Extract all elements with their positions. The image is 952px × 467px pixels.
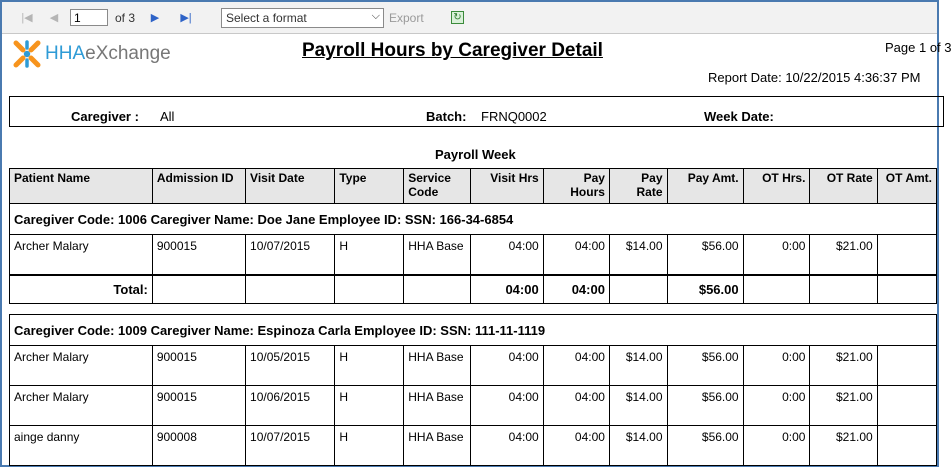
table-row — [10, 346, 937, 386]
next-page-icon[interactable]: ▶ — [150, 11, 160, 24]
logo-x-icon — [12, 39, 42, 69]
caregiver-group-heading — [10, 204, 937, 235]
column-header: OT Amt. — [877, 169, 936, 204]
pay-hours-cell: 04:00 — [543, 346, 609, 386]
column-header: Type — [335, 169, 404, 204]
visit-date-cell: 10/06/2015 — [246, 386, 335, 426]
export-format-value: Select a format — [226, 11, 307, 25]
caregiver-filter-label: Caregiver : — [71, 109, 139, 124]
ot-rate-cell: $21.00 — [810, 346, 877, 386]
pay-hours-cell: 04:00 — [543, 235, 609, 276]
ot-amt-cell — [877, 386, 936, 426]
logo-suffix: eXchange — [85, 43, 171, 64]
column-header: Pay Rate — [609, 169, 667, 204]
hhaexchange-logo — [12, 39, 171, 69]
visit-hrs-cell: 04:00 — [470, 386, 543, 426]
export-format-select[interactable] — [221, 8, 384, 28]
logo-wordmark — [45, 43, 171, 65]
ot-hrs-cell: 0:00 — [743, 386, 810, 426]
group-spacer — [10, 304, 937, 315]
report-title: Payroll Hours by Caregiver Detail — [302, 40, 603, 61]
column-header: Patient Name — [10, 169, 153, 204]
pay-hours-cell: 04:00 — [543, 386, 609, 426]
total-empty-cell — [743, 275, 810, 304]
spacer-cell — [10, 304, 937, 315]
total-empty-cell — [877, 275, 936, 304]
visit-date-cell: 10/05/2015 — [246, 346, 335, 386]
ot-amt-cell — [877, 346, 936, 386]
service-code-cell: HHA Base — [404, 426, 471, 466]
total-empty-cell — [335, 275, 404, 304]
table-row — [10, 235, 937, 276]
total-pay-hours: 04:00 — [543, 275, 609, 304]
payroll-table-wrap — [9, 168, 937, 466]
visit-date-cell: 10/07/2015 — [246, 426, 335, 466]
patient-name-cell: Archer Malary — [10, 346, 153, 386]
type-cell: H — [335, 346, 404, 386]
total-empty-cell — [246, 275, 335, 304]
patient-name-cell: Archer Malary — [10, 235, 153, 276]
total-visit-hrs: 04:00 — [470, 275, 543, 304]
ot-amt-cell — [877, 235, 936, 276]
report-filters — [9, 96, 944, 127]
admission-id-cell: 900015 — [152, 386, 245, 426]
type-cell: H — [335, 386, 404, 426]
caregiver-group-label: Caregiver Code: 1009 Caregiver Name: Espinoza Carla Employee ID: SSN: 111-11-1119 — [10, 315, 937, 346]
type-cell: H — [335, 426, 404, 466]
batch-filter-label: Batch: — [426, 109, 467, 124]
payroll-week-heading: Payroll Week — [435, 147, 516, 162]
report-toolbar — [2, 2, 937, 34]
table-header-row — [10, 169, 937, 204]
previous-page-icon[interactable]: ◀ — [49, 11, 59, 24]
table-row — [10, 426, 937, 466]
column-header: OT Hrs. — [743, 169, 810, 204]
ot-hrs-cell: 0:00 — [743, 235, 810, 276]
admission-id-cell: 900008 — [152, 426, 245, 466]
total-row — [10, 275, 937, 304]
payroll-table — [9, 168, 937, 466]
patient-name-cell: ainge danny — [10, 426, 153, 466]
batch-filter-value: FRNQ0002 — [481, 109, 547, 124]
column-header: Admission ID — [152, 169, 245, 204]
total-pay-amt: $56.00 — [667, 275, 743, 304]
pay-rate-cell: $14.00 — [609, 386, 667, 426]
pay-rate-cell: $14.00 — [609, 235, 667, 276]
ot-rate-cell: $21.00 — [810, 235, 877, 276]
visit-date-cell: 10/07/2015 — [246, 235, 335, 276]
ot-rate-cell: $21.00 — [810, 386, 877, 426]
logo-prefix: HHA — [45, 43, 86, 64]
week-date-filter-label: Week Date: — [704, 109, 774, 124]
visit-hrs-cell: 04:00 — [470, 346, 543, 386]
service-code-cell: HHA Base — [404, 346, 471, 386]
column-header: Service Code — [404, 169, 471, 204]
pay-amt-cell: $56.00 — [667, 346, 743, 386]
page-number-input[interactable] — [70, 9, 108, 26]
pay-rate-cell: $14.00 — [609, 346, 667, 386]
admission-id-cell: 900015 — [152, 235, 245, 276]
pay-amt-cell: $56.00 — [667, 386, 743, 426]
column-header: Pay Hours — [543, 169, 609, 204]
ot-hrs-cell: 0:00 — [743, 346, 810, 386]
service-code-cell: HHA Base — [404, 235, 471, 276]
page-count-label: of 3 — [115, 11, 136, 25]
pay-hours-cell: 04:00 — [543, 426, 609, 466]
caregiver-group-label: Caregiver Code: 1006 Caregiver Name: Doe Jane Employee ID: SSN: 166-34-6854 — [10, 204, 937, 235]
type-cell: H — [335, 235, 404, 276]
total-empty-cell — [810, 275, 877, 304]
service-code-cell: HHA Base — [404, 386, 471, 426]
visit-hrs-cell: 04:00 — [470, 235, 543, 276]
column-header: Pay Amt. — [667, 169, 743, 204]
chevron-down-icon: ⌵ — [371, 10, 380, 22]
export-button[interactable]: Export — [389, 11, 424, 25]
total-empty-cell — [152, 275, 245, 304]
total-label: Total: — [10, 275, 153, 304]
report-date: Report Date: 10/22/2015 4:36:37 PM — [708, 70, 921, 85]
pay-amt-cell: $56.00 — [667, 426, 743, 466]
patient-name-cell: Archer Malary — [10, 386, 153, 426]
pay-amt-cell: $56.00 — [667, 235, 743, 276]
caregiver-group-heading — [10, 315, 937, 346]
refresh-icon[interactable]: ↻ — [451, 11, 464, 24]
caregiver-filter-value: All — [160, 109, 175, 124]
pay-rate-cell: $14.00 — [609, 426, 667, 466]
ot-amt-cell — [877, 426, 936, 466]
first-page-icon[interactable]: |◀ — [21, 11, 33, 24]
column-header: OT Rate — [810, 169, 877, 204]
page-indicator: Page 1 of 3 — [885, 40, 952, 55]
column-header: Visit Date — [246, 169, 335, 204]
total-empty-cell — [404, 275, 471, 304]
ot-rate-cell: $21.00 — [810, 426, 877, 466]
admission-id-cell: 900015 — [152, 346, 245, 386]
total-empty-cell — [609, 275, 667, 304]
ot-hrs-cell: 0:00 — [743, 426, 810, 466]
visit-hrs-cell: 04:00 — [470, 426, 543, 466]
column-header: Visit Hrs — [470, 169, 543, 204]
table-row — [10, 386, 937, 426]
last-page-icon[interactable]: ▶| — [180, 11, 192, 24]
